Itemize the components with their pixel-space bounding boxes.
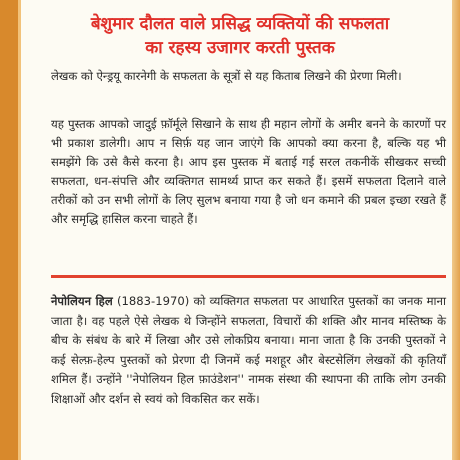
author-bio: (1883-1970) को व्यक्तिगत सफलता पर आधारित पुस्तकों का जनक माना जाता है। वह पहले ऐसे लेखक थे जिन्होंने सफलता, विचारों की शक्ति और मानव मस्तिष्क के बीच के संबंध के बारे में लिखा और उसे लोकप्रिय बनाया। माना जाता है कि उनकी पुस्तकों ने कई सेल्फ़-हेल्प पुस्तकों को प्रेरणा दी जिनमें कई मशहूर और बेस्टसेलिंग लेखकों की कृतियाँ शमिल हैं। उन्होंने ''नेपोलियन हिल फ़ाउंडेशन'' नामक संस्था की स्थापना की ताकि लोग उनकी शिक्षाओं और दर्शन से स्वयं को विकसित कर सकें। [51,294,446,406]
author-name: नेपोलियन हिल [51,294,113,308]
page-edge [452,0,460,460]
intro-paragraph: लेखक को ऐन्ड्रयू कारनेगी के सफलता के सूत्रों से यह किताब लिखने की प्रेरणा मिली। [51,69,402,83]
author-paragraph [51,292,446,409]
heading-line-1: बेशुमार दौलत वाले प्रसिद्ध व्यक्तियों की सफलता [90,14,390,34]
description-paragraph: यह पुस्तक आपको जादुई फ़ॉर्मूले सिखाने के साथ ही महान लोगों के अमीर बनने के कारणों पर भी प्रकाश डालेगी। आप न सिर्फ़ यह जान जाएंगे कि आपको क्या करना है, बल्कि यह भी समझेंगे कि उसे कैसे करना है। आप इस पुस्तक में बताई गई सरल तकनीकें सीखकर सच्ची सफलता, धन-संपत्ति और व्यक्तिगत सामर्थ्य प्राप्त कर सकते हैं। इसमें सफलता दिलाने वाले तरीकों को उन सभी लोगों के लिए सुलभ बनाया गया है जो धन कमाने की प्रबल इच्छा रखते हैं और समृद्धि हासिल करना चाहते हैं। [51,117,446,226]
heading-line-2: का रहस्य उजागर करती पुस्तक [145,38,335,58]
back-cover-page [18,0,456,460]
section-divider [51,275,446,278]
